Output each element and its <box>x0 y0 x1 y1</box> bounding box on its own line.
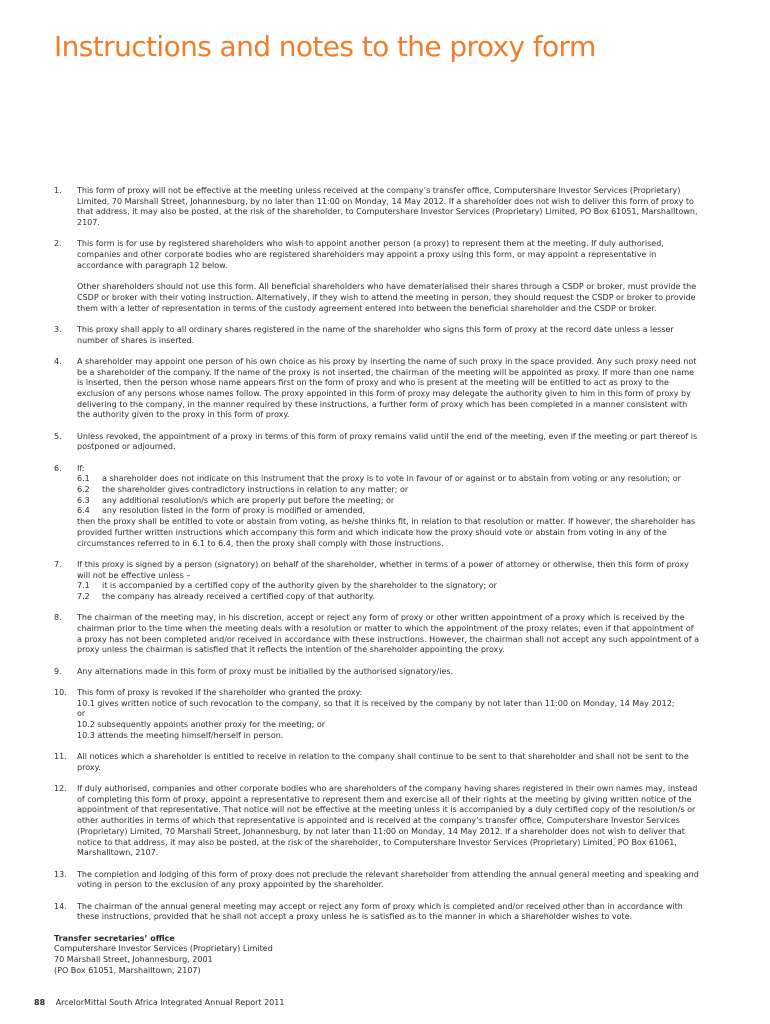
item-text: The completion and lodging of this form of proxy does not preclude the relevant shareholder from attending the annual general meeting and speaking and voting in person to the exclusion of any proxy appointed by the shareholder. <box>77 869 699 890</box>
item-text: This form is for use by registered shareholders who wish to appoint another person (a proxy) to represent them at the meeting. If duly authorised, companies and other corporate bodies who are registered shareholders may appoint a proxy using this form, or may appoint a representative in accordance with paragraph 12 below. <box>77 239 664 270</box>
sub-item <box>77 506 700 517</box>
item-text: A shareholder may appoint one person of his own choice as his proxy by inserting the name of such proxy in the space provided. Any such proxy need not be a shareholder of the company. If the name of the proxy is not inserted, the chairman of the meeting will be appointed as proxy. If more than one name is inserted, then the person whose name appears first on the form of proxy and who is present at the meeting will be entitled to act as proxy to the exclusion of any persons whose names follow. The proxy appointed in this form of proxy may delegate the authority given to him in this form of proxy by delivering to the company, in the manner required by these instructions, a further form of proxy which has been completed in a manner consistent with the authority given to the proxy in this form of proxy. <box>77 356 697 420</box>
sub-item <box>77 581 700 592</box>
sub-item-number: 7.1 <box>77 581 90 591</box>
page-number: 88 <box>34 998 46 1007</box>
instructions-list <box>54 186 700 976</box>
instruction-item-13 <box>54 870 700 891</box>
instruction-item-14 <box>54 902 700 923</box>
instruction-item-4 <box>54 357 700 421</box>
item-number: 3. <box>54 324 62 334</box>
sub-item-text: or <box>77 709 86 719</box>
sub-item <box>77 474 700 485</box>
sub-item-number: 6.1 <box>77 474 90 484</box>
sub-item <box>77 496 700 507</box>
sub-item-text: a shareholder does not indicate on this instrument that the proxy is to vote in favour of or against or to abstain from voting or any resolution; or <box>102 474 681 484</box>
item-text: All notices which a shareholder is entitled to receive in relation to the company shall continue to be sent to that shareholder and shall not be sent to the proxy. <box>77 752 689 772</box>
item-number: 6. <box>54 463 62 473</box>
sub-item-text: any resolution listed in the form of proxy is modified or amended, <box>102 506 366 516</box>
sub-item <box>77 485 700 496</box>
item-number: 4. <box>54 356 62 366</box>
instruction-item-11 <box>54 752 700 773</box>
item-number: 1. <box>54 186 62 195</box>
page-title: Instructions and notes to the proxy form <box>54 30 596 63</box>
instruction-item-6 <box>54 464 700 550</box>
item-text: This form of proxy will not be effective at the meeting unless received at the company’s transfer office, Computershare Investor Services (Proprietary) Limited, 70 Marshall Street, Johannesburg, by no later than 11:00 on Monday, 14 May 2012. If a shareholder does not wish to deliver this form of proxy to that address, it may also be posted, at the risk of the shareholder, to Computershare Investor Services (Proprietary) Limited, PO Box 61051, Marshalltown, 2107. <box>77 186 698 228</box>
transfer-heading: Transfer secretaries’ office <box>54 933 175 943</box>
item-text: The chairman of the annual general meeting may accept or reject any form of proxy which is completed and/or received other than in accordance with these instructions, provided that he shall not accept a proxy unless he is satisfied as to the manner in which a shareholder wishes to vote. <box>77 901 683 922</box>
instruction-item-12 <box>54 784 700 859</box>
item-number: 5. <box>54 431 62 441</box>
item-number: 14. <box>54 901 67 911</box>
sub-item-text: 10.2 subsequently appoints another proxy for the meeting; or <box>77 720 326 730</box>
item-text: then the proxy shall be entitled to vote or abstain from voting, as he/she thinks fit, in relation to that resolution or matter. If however, the shareholder has provided further written instructions which accompany this form and which indicate how the proxy should vote or abstain from voting in any of the circumstances referred to in 6.1 to 6.4, then the proxy shall comply with those instructions. <box>77 517 696 548</box>
item-intro: If this proxy is signed by a person (signatory) on behalf of the shareholder, whether in terms of a power of attorney or otherwise, then this form of proxy will not be effective unless – <box>77 559 689 580</box>
item-number: 10. <box>54 687 67 697</box>
transfer-address-line: Computershare Investor Services (Proprietary) Limited <box>54 944 273 954</box>
item-intro: This form of proxy is revoked if the shareholder who granted the proxy: <box>77 687 363 697</box>
item-intro: If: <box>77 463 85 473</box>
item-text: If duly authorised, companies and other corporate bodies who are shareholders of the company having shares registered in their own names may, instead of completing this form of proxy, appoint a representative to represent them and exercise all of their rights at the meeting by giving written notice of the appointment of that representative. That notice will not be effective at the meeting unless it is accompanied by a duly certified copy of the resolution/s or other authorities in terms of which that representative is appointed and is received at the company’s transfer office, Computershare Investor Services (Proprietary) Limited, 70 Marshall Street, Johannesburg, by not later than 11:00 on Monday, 14 May 2012. If a shareholder does not wish to deliver that notice to that address, it may also be posted, at the risk of the shareholder, to Computershare Investor Services (Proprietary) Limited, PO Box 61061, Marshalltown, 2107. <box>77 784 698 858</box>
transfer-secretaries-block <box>54 934 700 977</box>
item-number: 13. <box>54 869 67 879</box>
instruction-item-2 <box>54 239 700 314</box>
item-number: 7. <box>54 559 62 569</box>
item-number: 9. <box>54 666 62 676</box>
sub-item-number: 6.4 <box>77 506 90 516</box>
item-text: This proxy shall apply to all ordinary shares registered in the name of the shareholder who signs this form of proxy at the record date unless a lesser number of shares is inserted. <box>77 324 674 345</box>
transfer-address-line: (PO Box 61051, Marshalltown, 2107) <box>54 965 201 975</box>
sub-item-number: 6.2 <box>77 485 90 495</box>
sub-item-number: 6.3 <box>77 495 90 505</box>
sub-item-text: the company has already received a certified copy of that authority. <box>102 591 375 601</box>
item-number: 12. <box>54 784 67 794</box>
instruction-item-5 <box>54 432 700 453</box>
sub-item <box>77 592 700 603</box>
instruction-item-1 <box>54 186 700 229</box>
item-number: 8. <box>54 613 62 623</box>
instruction-item-10 <box>54 688 700 742</box>
item-number: 2. <box>54 239 62 249</box>
footer-text: ArcelorMittal South Africa Integrated Annual Report 2011 <box>55 998 285 1007</box>
item-number: 11. <box>54 752 67 762</box>
transfer-address-line: 70 Marshall Street, Johannesburg, 2001 <box>54 954 213 964</box>
sub-item-text: 10.3 attends the meeting himself/herself in person. <box>77 730 284 740</box>
instruction-item-7 <box>54 560 700 603</box>
item-text: Unless revoked, the appointment of a proxy in terms of this form of proxy remains valid until the end of the meeting, even if the meeting or part thereof is postponed or adjourned. <box>77 431 698 452</box>
item-text: The chairman of the meeting may, in his discretion, accept or reject any form of proxy or other written appointment of a proxy which is received by the chairman prior to the time when the meeting deals with a resolution or matter to which the appointment of the proxy relates, even if that appointment of a proxy has not been completed and/or received in accordance with these instructions. However, the chairman shall not accept any such appointment of a proxy unless the chairman is satisfied that it reflects the intention of the shareholder appointing the proxy. <box>77 613 699 655</box>
sub-item-text: the shareholder gives contradictory instructions in relation to any matter; or <box>102 485 409 495</box>
sub-item-text: it is accompanied by a certified copy of the authority given by the shareholder to the signatory; or <box>102 581 497 591</box>
sub-item-text: 10.1 gives written notice of such revocation to the company, so that it is received by the company by not later than 11:00 on Monday, 14 May 2012; <box>77 698 675 708</box>
instruction-item-8 <box>54 613 700 656</box>
sub-item-number: 7.2 <box>77 591 90 601</box>
instruction-item-3 <box>54 325 700 346</box>
item-text: Any alternations made in this form of proxy must be initialled by the authorised signatory/ies. <box>77 666 454 676</box>
sub-item-text: any additional resolution/s which are properly put before the meeting; or <box>102 495 395 505</box>
item-text: Other shareholders should not use this form. All beneficial shareholders who have dematerialised their shares through a CSDP or broker, must provide the CSDP or broker with their voting instruction. Alternatively, if they wish to attend the meeting in person, they should request the CSDP or broker to provide them with a letter of representation in terms of the custody agreement entered into between the beneficial shareholder and the CSDP or broker. <box>77 282 697 313</box>
instruction-item-9 <box>54 667 700 678</box>
page-footer <box>34 998 284 1007</box>
